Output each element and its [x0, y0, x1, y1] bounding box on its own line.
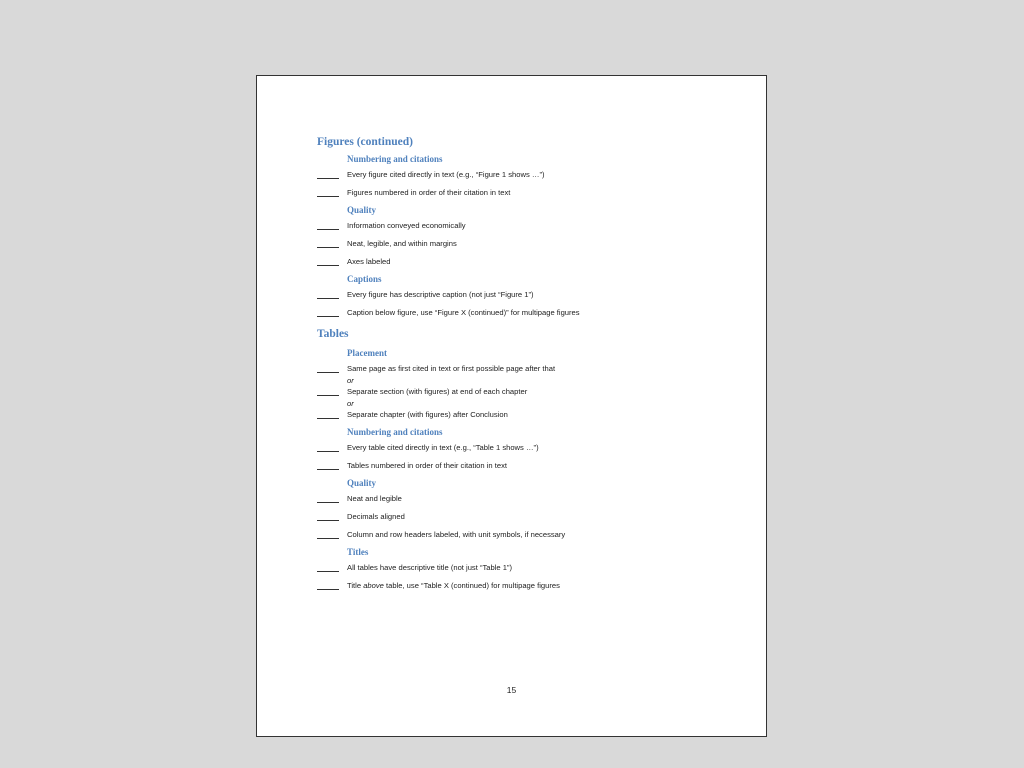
checklist-item	[317, 387, 737, 397]
checklist-item	[317, 308, 737, 318]
checkbox-blank	[317, 265, 339, 266]
checklist-item	[317, 290, 737, 300]
checklist-item-text: Same page as first cited in text or first possible page after that	[347, 364, 556, 373]
or-separator: or	[347, 399, 354, 408]
checkbox-blank	[317, 418, 339, 419]
checkbox-blank	[317, 372, 339, 373]
checkbox-blank	[317, 395, 339, 396]
checklist-item	[317, 494, 737, 504]
checklist-item-text: Tables numbered in order of their citation in text	[347, 461, 507, 470]
title-prefix-text: Title	[347, 581, 364, 590]
checkbox-blank	[317, 298, 339, 299]
checklist-item	[317, 364, 737, 374]
checklist-item	[317, 563, 737, 573]
checklist-item-text: Column and row headers labeled, with unit symbols, if necessary	[347, 530, 566, 539]
checklist-item-text: Neat, legible, and within margins	[347, 239, 457, 248]
checklist-item-text: Axes labeled	[347, 257, 391, 266]
checklist-item	[317, 257, 737, 267]
section-title-figures: Figures (continued)	[317, 136, 413, 148]
checklist-item	[317, 461, 737, 471]
subheading-tables-placement: Placement	[347, 348, 387, 358]
checklist-item-text: Information conveyed economically	[347, 221, 466, 230]
checklist-item	[317, 443, 737, 453]
checklist-item	[317, 512, 737, 522]
page-content	[317, 136, 737, 591]
checklist-item-text: Every figure cited directly in text (e.g., “Figure 1 shows …”)	[347, 170, 545, 179]
or-separator: or	[347, 376, 354, 385]
checkbox-blank	[317, 451, 339, 452]
subheading-figures-quality: Quality	[347, 205, 377, 215]
checklist-item	[317, 188, 737, 198]
checkbox-blank	[317, 520, 339, 521]
checkbox-blank	[317, 247, 339, 248]
checkbox-blank	[317, 229, 339, 230]
checkbox-blank	[317, 469, 339, 470]
checklist-item-text: Figures numbered in order of their citation in text	[347, 188, 511, 197]
section-title-tables: Tables	[317, 328, 349, 340]
checkbox-blank	[317, 502, 339, 503]
document-page	[256, 75, 767, 737]
subheading-tables-quality: Quality	[347, 478, 377, 488]
checkbox-blank	[317, 316, 339, 317]
checklist-item-text: Separate section (with figures) at end of each chapter	[347, 387, 528, 396]
checklist-item-text: Caption below figure, use “Figure X (continued)” for multipage figures	[347, 308, 580, 317]
checklist-item-text: Every figure has descriptive caption (not just “Figure 1”)	[347, 290, 534, 299]
subheading-tables-titles: Titles	[347, 547, 369, 557]
subheading-figures-captions: Captions	[347, 274, 382, 284]
checklist-item	[317, 239, 737, 249]
subheading-figures-numbering: Numbering and citations	[347, 154, 443, 164]
checklist-item	[317, 410, 737, 420]
checklist-item	[317, 530, 737, 540]
checkbox-blank	[317, 196, 339, 197]
checkbox-blank	[317, 571, 339, 572]
checklist-item-text: Every table cited directly in text (e.g., “Table 1 shows …”)	[347, 443, 539, 452]
subheading-tables-numbering: Numbering and citations	[347, 427, 443, 437]
checklist-item	[317, 170, 737, 180]
checkbox-blank	[317, 178, 339, 179]
checklist-item	[317, 221, 737, 231]
checkbox-blank	[317, 538, 339, 539]
page-number: 15	[506, 685, 517, 695]
title-suffix-text: table, use “Table X (continued) for multipage figures	[383, 581, 560, 590]
checklist-item-text: Neat and legible	[347, 494, 402, 503]
checklist-item-text: All tables have descriptive title (not just “Table 1”)	[347, 563, 513, 572]
checklist-item-text: Decimals aligned	[347, 512, 405, 521]
checkbox-blank	[317, 589, 339, 590]
checklist-item-text: Separate chapter (with figures) after Conclusion	[347, 410, 508, 419]
above-emphasis: above	[363, 581, 384, 590]
checklist-item-text	[347, 581, 560, 590]
checklist-item	[317, 581, 737, 591]
